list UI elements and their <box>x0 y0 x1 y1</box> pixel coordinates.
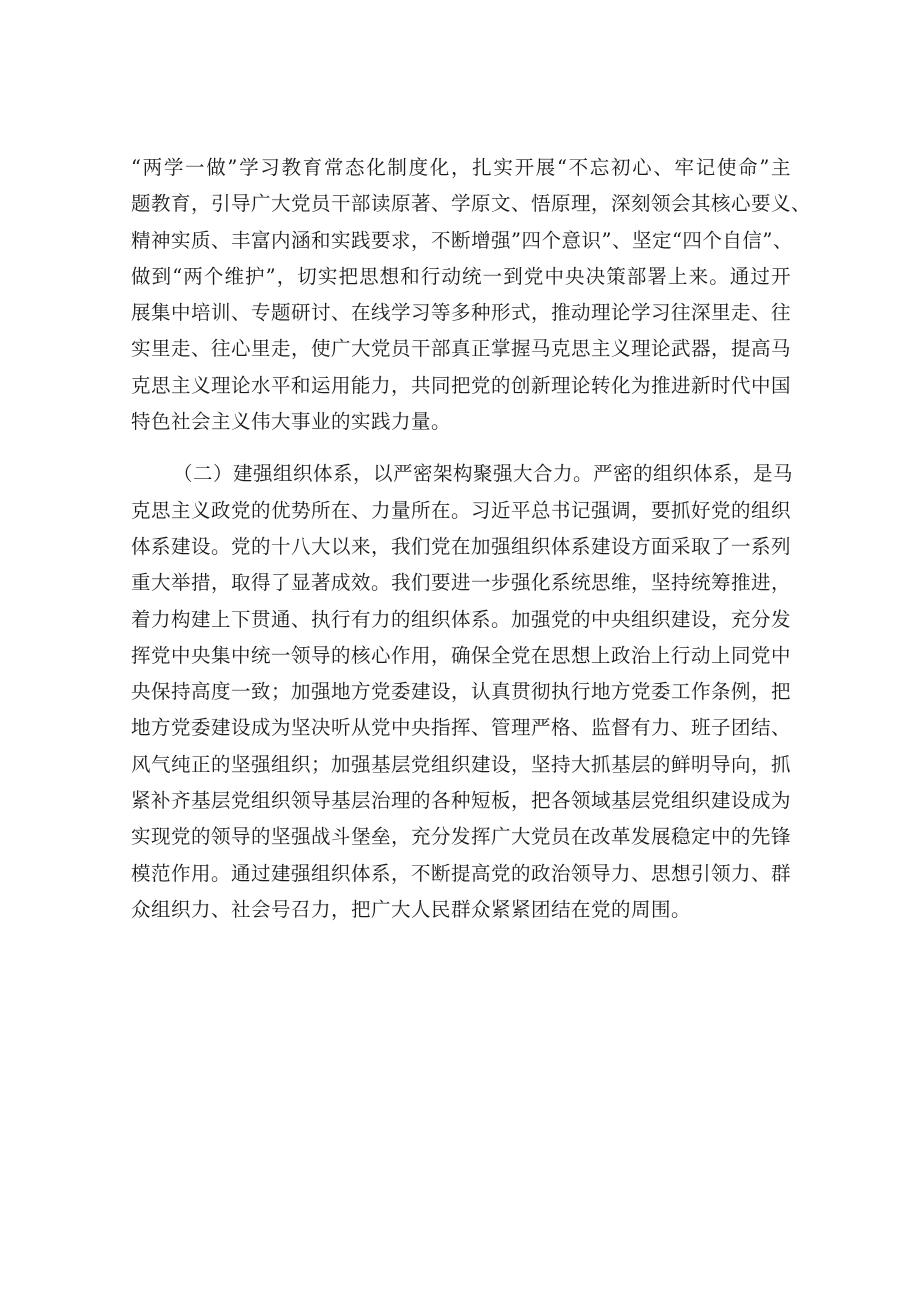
paragraph-2-line: 模范作用。通过建强组织体系，不断提高党的政治领导力、思想引领力、群 <box>131 861 792 885</box>
paragraph-2-line: 众组织力、社会号召力，把广大人民群众紧紧团结在党的周围。 <box>131 897 692 921</box>
paragraph-1-line: “两学一做”学习教育常态化制度化，扎实开展“不忘初心、牢记使命”主 <box>131 156 791 179</box>
paragraph-2-line: 体系建设。党的十八大以来，我们党在加强组织体系建设方面采取了一系列 <box>131 534 792 558</box>
paragraph-1-line: 精神实质、丰富内涵和实践要求，不断增强”四个意识”、坚定“四个自信”、 <box>131 228 793 252</box>
paragraph-spacer <box>131 440 791 456</box>
paragraph-2-line: 实现党的领导的坚强战斗堡垒，充分发挥广大党员在改革发展稳定中的先锋 <box>131 825 792 849</box>
paragraph-2-line: 挥党中央集中统一领导的核心作用，确保全党在思想上政治上行动上同党中 <box>131 643 792 667</box>
paragraph-1-line: 展集中培训、专题研讨、在线学习等多种形式，推动理论学习往深里走、往 <box>131 301 792 325</box>
paragraph-1-line: 题教育，引导广大党员干部读原著、学原文、悟原理，深刻领会其核心要义、 <box>131 192 812 216</box>
paragraph-2-line: 重大举措，取得了显著成效。我们要进一步强化系统思维，坚持统筹推进， <box>131 571 792 595</box>
paragraph-1-line: 克思主义理论水平和运用能力，共同把党的创新理论转化为推进新时代中国 <box>131 373 792 397</box>
paragraph-2-line: 紧补齐基层党组织领导基层治理的各种短板，把各领域基层党组织建设成为 <box>131 789 792 813</box>
paragraph-2-line: （二）建强组织体系，以严密架构聚强大合力。严密的组织体系，是马 <box>173 462 794 486</box>
paragraph-2-line: 着力构建上下贯通、执行有力的组织体系。加强党的中央组织建设，充分发 <box>131 607 792 631</box>
paragraph-2 <box>131 456 794 928</box>
paragraph-2-line: 克思主义政党的优势所在、力量所在。习近平总书记强调，要抓好党的组织 <box>131 498 792 522</box>
paragraph-1-line: 做到“两个维护”，切实把思想和行动统一到党中央决策部署上来。通过开 <box>131 264 791 288</box>
document-body <box>131 150 812 928</box>
paragraph-1-line: 特色社会主义伟大事业的实践力量。 <box>131 410 452 434</box>
paragraph-1-line: 实里走、往心里走，使广大党员干部真正掌握马克思主义理论武器，提高马 <box>131 337 792 361</box>
paragraph-2-line: 风气纯正的坚强组织；加强基层党组织建设，坚持大抓基层的鲜明导向，抓 <box>131 752 792 776</box>
paragraph-2-line: 地方党委建设成为坚决听从党中央指挥、管理严格、监督有力、班子团结、 <box>131 716 792 740</box>
paragraph-1 <box>131 150 812 440</box>
paragraph-2-line: 央保持高度一致；加强地方党委建设，认真贯彻执行地方党委工作条例，把 <box>131 680 792 704</box>
